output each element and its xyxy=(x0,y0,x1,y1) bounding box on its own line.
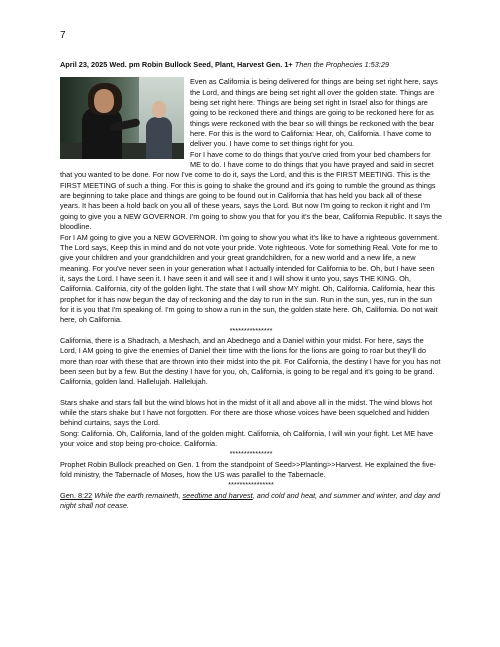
prophecy-paragraph: Even as California is being delivered for things are being set right here, says the Lord, and things are being set right all over the golden state. Things are being set right here. Things are being set right in Israel also for things are going to be reckoned there and things are going to be reckoned here for as things were reckoned with the bear so will things be reckoned with the bear here. For this is the word to California: Hear, oh, California. I have come to deliver you. I have come to set things right for you. xyxy=(190,77,438,149)
document-heading xyxy=(60,60,442,70)
song-paragraph: Song: California. Oh, California, land of the golden might. California, oh California, I will win your fight. Let ME have your voice and stop being pro-choice. California. xyxy=(60,428,434,449)
page-number: 7 xyxy=(60,30,66,41)
prophecy-paragraph: For I have come to do things that you've cried from your bed chambers for ME to do. I have come to do things that you have prayed and said in secret that you wanted to be done. For now I've come to do it, says the Lord, and this is the FIRST MEETING. This is the FIRST MEETING of such a thing. For this is going to shake the ground and it's going to rumble the ground as things are beginning to take place and things are going to be found out in California that has held you back all of these years. It has been a hold back on you all of these years, says the Lord. But now I'm going to reckon it right and I'm going to give you a NEW GOVERNOR. I'm going to show you that for you it's the bear, California Republic. It says the bloodline. xyxy=(60,149,443,232)
section-divider: *************** xyxy=(229,449,273,459)
scripture-reference: Gen. 8:22 xyxy=(60,490,93,500)
prophecy-paragraph: California, there is a Shadrach, a Meshach, and an Abednego and a Daniel within your midst. For here, says the Lord, I AM going to give the enemies of Daniel their time with the lions for the lions are going to roar but they'll do more than roar with these that are thrown into their midst into the pit. For California, the destiny I have for you has not been seen but by a few. But the destiny I have for you, oh, California, is going to be regal and it's going to be grand. California, golden land. Hallelujah. Hallelujah. xyxy=(60,335,441,387)
preacher-photo xyxy=(60,77,184,159)
scripture-text: , and cold and heat, and summer and winter, and day and night shall not cease. xyxy=(60,490,441,511)
section-divider: *************** xyxy=(229,325,273,335)
heading-title: April 23, 2025 Wed. pm Robin Bullock Seed, Plant, Harvest Gen. 1+ xyxy=(60,60,293,69)
scripture-text: While the earth remaineth, xyxy=(92,490,183,500)
document-body xyxy=(60,60,442,511)
scripture-verse xyxy=(60,491,442,512)
section-divider: **************** xyxy=(228,480,274,490)
scripture-underlined: seedtime and harvest xyxy=(182,490,253,500)
prophecy-paragraph: The Lord says, Keep this in mind and do not vote your pride. Vote righteous. Vote for something Real. Vote for me to give your children and your grandchildren and your great grandchildren, for a new world and a new life, a new meaning. For you've never seen in your generation what I actually intended for California to be. Oh, but I have seen it, says the Lord. I have seen it. I have seen it and will see it and I will show it unto you, says THE KING. Oh, California. California, city of the golden light. The state that I will show MY might. Oh, California. California, hear this prophet for it has now begun the day of reckoning and the day to run in the sun. Run in the sun, yes, run in the sun for it is you that I'm speaking of. I'm going to show a run in the sun, the golden state here. Oh, California. Do not wait here, oh California. xyxy=(60,242,438,325)
sermon-summary: Prophet Robin Bullock preached on Gen. 1 from the standpoint of Seed>>Planting>>Harvest. He explained the five-fold ministry, the Tabernacle of Moses, how the US was parallel to the Tabernacle. xyxy=(60,459,436,480)
prophecy-paragraph: Stars shake and stars fall but the wind blows hot in the midst of it all and above all in the midst. The wind blows hot while the stars shake but I have not forgotten. For there are those whose voices have been squelched and hidden behind curtains, says the Lord. xyxy=(60,397,433,428)
prophecy-paragraph: For I AM going to give you a NEW GOVERNOR. I'm going to show you what it's like to have a righteous government. xyxy=(60,232,440,242)
heading-reference: Then the Prophecies 1:53:29 xyxy=(292,60,390,69)
